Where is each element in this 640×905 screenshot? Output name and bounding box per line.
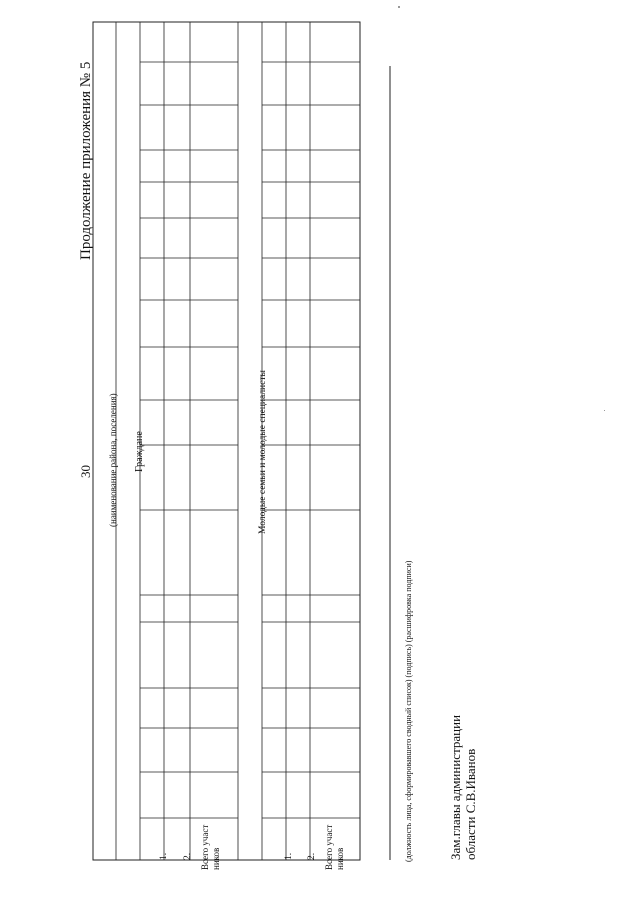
signer-name: области С.В.Иванов [463,748,478,860]
row-label-citizens-2: 2. [183,852,193,860]
row-label-young-2: 2. [307,852,317,860]
section-citizens: Граждане [134,431,145,472]
page-number: 30 [78,465,93,478]
signer-position: Зам.главы администрации [448,714,463,860]
scan-speck [398,6,400,8]
total-label-young: Всего участ ников [324,824,345,870]
signature-footnote: (должность лица, сформировавшего сводный список) (подпись) (расшифровка подписи) [404,560,413,862]
table-vertical-lines [116,22,310,860]
row-label-young-1: 1. [284,852,294,860]
scan-speck [604,410,605,411]
row-label-citizens-1: 1. [159,852,169,860]
section-young-families: Молодые семьи и молодые специалисты [258,370,268,534]
table-horizontal-lines [140,62,360,818]
appendix-title: Продолжение приложения № 5 [78,61,94,260]
district-caption: (наименование района, поселения) [108,393,118,527]
total-label-citizens: Всего участ ников [200,824,221,870]
